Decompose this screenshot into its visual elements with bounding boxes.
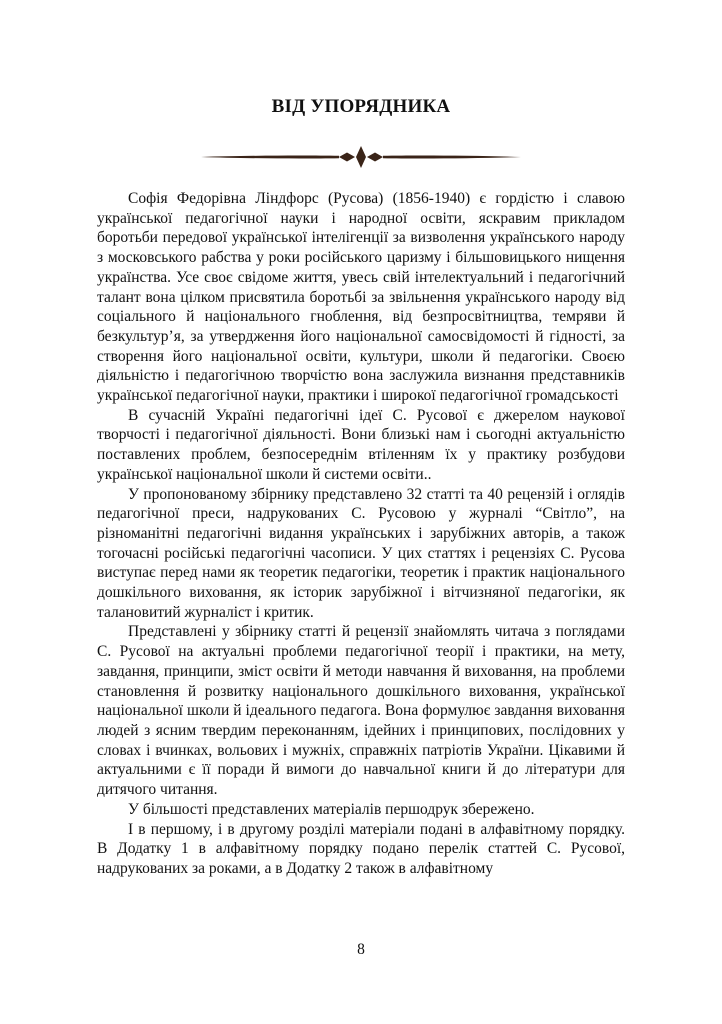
body-text xyxy=(97,189,625,879)
ornament-divider-icon xyxy=(201,146,521,168)
page-title: ВІД УПОРЯДНИКА xyxy=(271,96,451,117)
paragraph-6: І в першому, і в другому розділі матеріали подані в алфавітному порядку. В Додатку 1 в алфавітному порядку подано перелік статтей С. Русової, надрукованих за роками, а в Додатку 2 також в алфавітному xyxy=(97,820,625,877)
page-number: 8 xyxy=(357,941,365,958)
paragraph-1: Софія Федорівна Ліндфорс (Русова) (1856-1940) є гордістю і славою української педагогічної науки і народної освіти, яскравим прикладом боротьби передової української інтелігенції за визволення українського народу з московського рабства у роки російського царизму і більшовицького нищення українства. Усе своє свідоме життя, увесь свій інтелектуальний і педагогічний талант вона цілком присвятила боротьбі за звільнення українського народу від соціального й національного гноблення, від безпросвітництва, темряви й безкультур’я, за утвердження його національної самосвідомості й гідності, за створення його національної освіти, культури, школи й педагогіки. Своєю діяльністю і педагогічною творчістю вона заслужила визнання представників української педагогічної науки, практики і широкої педагогічної громадськості xyxy=(97,190,625,405)
paragraph-5: У більшості представлених матеріалів першодрук збережено. xyxy=(128,800,535,818)
paragraph-3: У пропонованому збірнику представлено 32 статті та 40 рецензій і оглядів педагогічної преси, надрукованих С. Русовою у журналі “Світло”, на різноманітні педагогічні видання українських і зарубіжних авторів, а також тогочасні російські педагогічні часописи. У цих статтях і рецензіях С. Русова виступає перед нами як теоретик педагогіки, теоретик і практик національного дошкільного виховання, як історик зарубіжної і вітчизняної педагогіки, як талановитий журналіст і критик. xyxy=(97,485,625,621)
paragraph-2: В сучасній Україні педагогічні ідеї С. Русової є джерелом наукової творчості і педагогічної діяльності. Вони близькі нам і сьогодні актуальністю поставлених проблем, безпосереднім втіленням їх у практику розбудови української національної школи й системи освіти.. xyxy=(97,406,625,483)
paragraph-4: Представлені у збірнику статті й рецензії знайомлять читача з поглядами С. Русової на актуальні проблеми педагогічної теорії і практики, на мету, завдання, принципи, зміст освіти й методи навчання й виховання, на проблеми становлення й розвитку національного дошкільного виховання, української національної школи й ідеального педагога. Вона формулює завдання виховання людей з ясним твердим переконанням, ідейних і принципових, послідовних у словах і вчинках, вольових і мужніх, справжніх патріотів України. Цікавими й актуальними є її поради й вимоги до навчальної книги й до літератури для дитячого читання. xyxy=(97,623,625,799)
